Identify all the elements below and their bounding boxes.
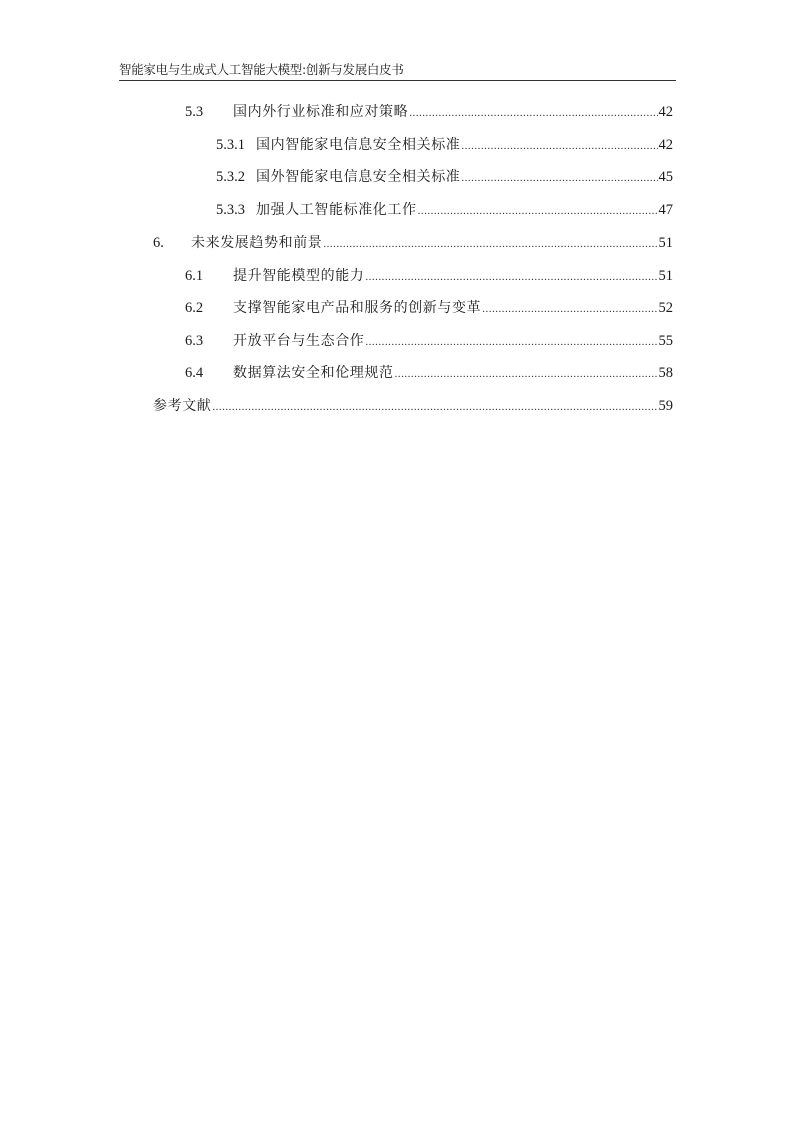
toc-number: 6.	[153, 235, 164, 251]
toc-number: 6.4	[185, 365, 204, 381]
toc-page-number: 45	[658, 169, 673, 185]
toc-title: 国内智能家电信息安全相关标准	[256, 137, 461, 153]
toc-entry-6[interactable]	[153, 232, 673, 254]
toc-number: 5.3.1	[216, 137, 245, 153]
toc-page-number: 51	[658, 235, 673, 251]
toc-entry-5-3[interactable]	[185, 101, 673, 123]
toc-title: 加强人工智能标准化工作	[256, 202, 417, 218]
toc-leader	[365, 331, 657, 353]
toc-title: 国外智能家电信息安全相关标准	[256, 169, 461, 185]
toc-entry-references[interactable]	[153, 395, 673, 417]
toc-entry-5-3-2[interactable]	[216, 166, 673, 188]
toc-page-number: 42	[658, 104, 673, 120]
toc-title: 参考文献	[153, 398, 212, 414]
toc-page-number: 42	[658, 137, 673, 153]
toc-title: 开放平台与生态合作	[233, 333, 365, 349]
toc-leader	[461, 167, 657, 189]
toc-entry-6-2[interactable]	[185, 297, 673, 319]
toc-leader	[212, 396, 657, 418]
toc-leader	[365, 266, 657, 288]
toc-page-number: 52	[658, 300, 673, 316]
toc-leader	[323, 233, 657, 255]
toc-number: 6.2	[185, 300, 204, 316]
toc-leader	[409, 102, 657, 124]
page-header	[119, 58, 676, 81]
toc-page-number: 47	[658, 202, 673, 218]
toc-leader	[461, 135, 657, 157]
toc-page-number: 58	[658, 365, 673, 381]
toc-number: 6.1	[185, 268, 204, 284]
toc-title: 支撑智能家电产品和服务的创新与变革	[233, 300, 482, 316]
toc-entry-6-3[interactable]	[185, 330, 673, 352]
toc-title: 数据算法安全和伦理规范	[233, 365, 394, 381]
toc-entry-6-4[interactable]	[185, 362, 673, 384]
toc-title: 未来发展趋势和前景	[191, 235, 323, 251]
toc-entry-5-3-3[interactable]	[216, 199, 673, 221]
toc-title: 提升智能模型的能力	[233, 268, 365, 284]
document-title: 智能家电与生成式人工智能大模型:创新与发展白皮书	[119, 62, 404, 77]
toc-page-number: 51	[658, 268, 673, 284]
toc-number: 5.3.3	[216, 202, 245, 218]
toc-page-number: 55	[658, 333, 673, 349]
toc-leader	[482, 298, 657, 320]
toc-entry-6-1[interactable]	[185, 265, 673, 287]
toc-title: 国内外行业标准和应对策略	[233, 104, 409, 120]
toc-number: 5.3	[185, 104, 204, 120]
toc-entry-5-3-1[interactable]	[216, 134, 673, 156]
toc-leader	[395, 363, 658, 385]
toc-number: 6.3	[185, 333, 204, 349]
toc-leader	[418, 200, 658, 222]
toc-page-number: 59	[658, 398, 673, 414]
toc-number: 5.3.2	[216, 169, 245, 185]
